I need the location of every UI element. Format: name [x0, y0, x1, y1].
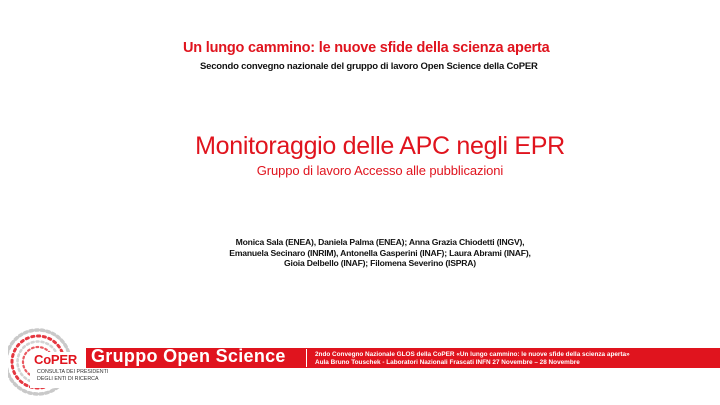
coper-logo: [8, 322, 109, 402]
conference-subtitle: Secondo convegno nazionale del gruppo di lavoro Open Science della CoPER: [200, 61, 538, 72]
coper-logo-name: CoPER: [34, 352, 78, 367]
conference-title: Un lungo cammino: le nuove sfide della scienza aperta: [183, 40, 550, 56]
slide-subtitle: Gruppo di lavoro Accesso alle pubblicazioni: [256, 163, 504, 178]
footer-divider: [306, 349, 307, 367]
group-label: Gruppo Open Science: [91, 346, 286, 366]
coper-logo-tagline: CONSULTA DEI PRESIDENTI DEGLI ENTI DI RICERCA: [37, 369, 109, 382]
slide-title: Monitoraggio delle APC negli EPR: [195, 132, 565, 160]
author-line: Emanuela Secinaro (INRIM), Antonella Gasperini (INAF); Laura Abrami (INAF),: [229, 247, 531, 258]
author-line: Gioia Delbello (INAF); Filomena Severino (ISPRA): [284, 258, 476, 268]
event-line-1: 2ndo Convegno Nazionale GLOS della CoPER «Un lungo cammino: le nuove sfide della scienza aperta»: [315, 351, 630, 358]
author-line: Monica Sala (ENEA), Daniela Palma (ENEA); Anna Grazia Chiodetti (INGV),: [235, 237, 525, 247]
author-list: [0, 237, 720, 269]
event-line-2: Aula Bruno Touschek - Laboratori Nazionali Frascati INFN 27 Novembre – 28 Novembre: [315, 359, 580, 366]
